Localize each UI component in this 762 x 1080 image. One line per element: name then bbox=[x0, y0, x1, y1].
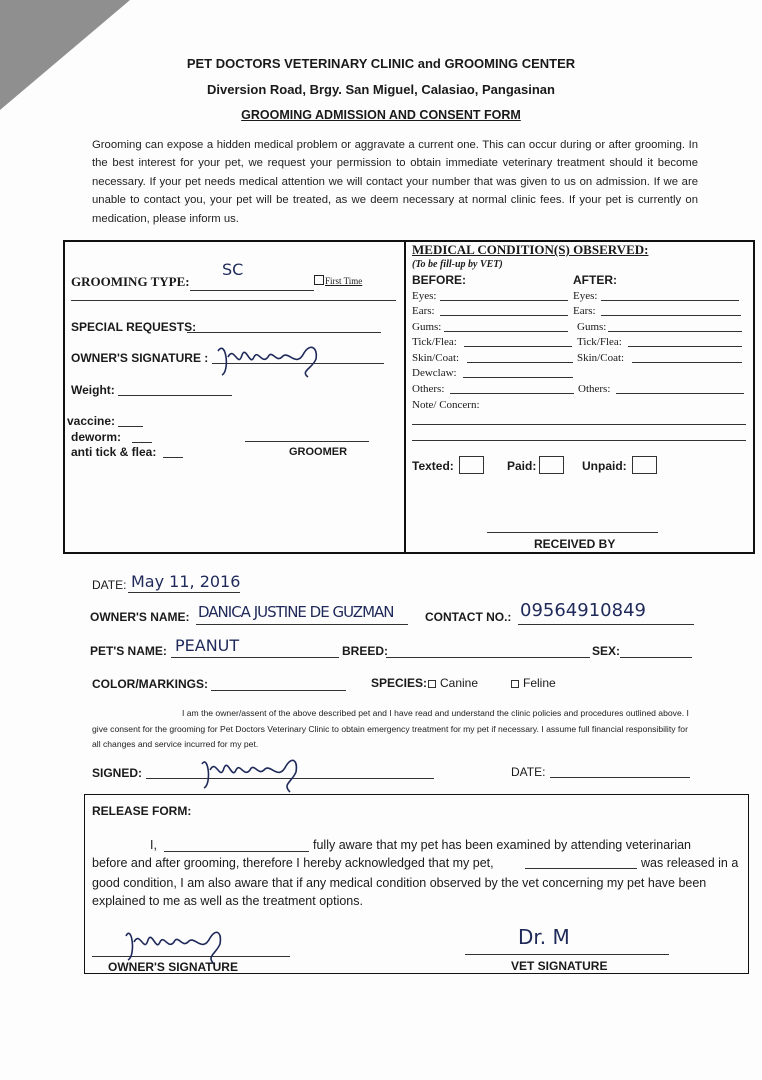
release-text-released: was released in a bbox=[641, 856, 739, 870]
paid-label: Paid: bbox=[507, 459, 537, 473]
before-ears-label: Ears: bbox=[412, 305, 435, 317]
consent-paragraph: I am the owner/assent of the above described pet and I have read and understand the clinic policies and procedures outlined above. I give consent for the grooming for Pet Doctors Veterinary Clinic to obtain emergency treatment for my pet if necessary. I assume full financial responsibility for all changes and service incurred for my pet. bbox=[92, 708, 689, 749]
pet-name-value: PEANUT bbox=[175, 636, 240, 655]
canine-label: Canine bbox=[440, 676, 479, 690]
signed-signature-drawing bbox=[196, 750, 306, 796]
unpaid-checkbox[interactable] bbox=[632, 456, 657, 474]
anti-tick-label: anti tick & flea: bbox=[71, 445, 157, 459]
sex-field[interactable] bbox=[620, 657, 692, 658]
after-skincoat-field[interactable] bbox=[632, 362, 742, 363]
release-text-fully-aware: fully aware that my pet has been examined by attending veterinarian bbox=[313, 838, 692, 852]
release-owner-name-field[interactable] bbox=[164, 851, 309, 852]
texted-label: Texted: bbox=[412, 459, 454, 473]
clinic-name: PET DOCTORS VETERINARY CLINIC and GROOMING CENTER bbox=[186, 56, 576, 71]
species-label: SPECIES: bbox=[371, 676, 428, 690]
vet-signature-value: Dr. M bbox=[518, 925, 570, 949]
before-gums-field[interactable] bbox=[444, 331, 568, 332]
after-eyes-field[interactable] bbox=[601, 300, 739, 301]
weight-field[interactable] bbox=[118, 395, 232, 396]
paid-checkbox[interactable] bbox=[539, 456, 564, 474]
note-line-2[interactable] bbox=[412, 440, 746, 441]
anti-tick-field[interactable] bbox=[163, 457, 183, 458]
after-ears-label: Ears: bbox=[573, 305, 596, 317]
before-dewclaw-field[interactable] bbox=[463, 377, 573, 378]
feline-label: Feline bbox=[523, 676, 556, 690]
before-others-label: Others: bbox=[412, 383, 445, 395]
release-text-line3: good condition, I am also aware that if any medical condition observed by the vet concerning my pet have been explained to me as well as the treatment options. bbox=[92, 876, 707, 908]
contact-label: CONTACT NO.: bbox=[425, 610, 512, 624]
release-text-line2: before and after grooming, therefore I hereby acknowledged that my pet, bbox=[92, 856, 494, 870]
color-markings-field[interactable] bbox=[211, 690, 346, 691]
color-markings-label: COLOR/MARKINGS: bbox=[92, 677, 208, 691]
vaccine-label: vaccine: bbox=[67, 414, 116, 428]
before-tickflea-label: Tick/Flea: bbox=[412, 336, 457, 348]
before-tickflea-field[interactable] bbox=[464, 346, 572, 347]
grooming-type-label: GROOMING TYPE: bbox=[71, 274, 190, 289]
after-skincoat-label: Skin/Coat: bbox=[577, 352, 625, 364]
groomer-signature-line[interactable] bbox=[245, 441, 369, 442]
release-text-i: I, bbox=[150, 838, 157, 852]
sex-label: SEX: bbox=[592, 644, 621, 658]
after-tickflea-field[interactable] bbox=[628, 346, 742, 347]
breed-label: BREED: bbox=[342, 644, 389, 658]
after-ears-field[interactable] bbox=[601, 315, 741, 316]
owner-name-field[interactable] bbox=[196, 624, 408, 625]
after-gums-label: Gums: bbox=[577, 321, 607, 333]
after-gums-field[interactable] bbox=[608, 331, 742, 332]
date-value: May 11, 2016 bbox=[131, 572, 241, 591]
before-skincoat-field[interactable] bbox=[467, 362, 573, 363]
vaccine-field[interactable] bbox=[118, 426, 143, 427]
breed-field[interactable] bbox=[386, 657, 590, 658]
first-time-label: First Time bbox=[325, 276, 363, 286]
before-eyes-label: Eyes: bbox=[412, 290, 437, 302]
release-form-title: RELEASE FORM: bbox=[92, 804, 192, 818]
owner-name-label: OWNER'S NAME: bbox=[90, 610, 190, 624]
feline-checkbox[interactable] bbox=[511, 680, 519, 688]
weight-label: Weight: bbox=[71, 383, 115, 397]
contact-value: 09564910849 bbox=[520, 600, 646, 621]
signed-label: SIGNED: bbox=[92, 766, 143, 780]
before-ears-field[interactable] bbox=[440, 315, 568, 316]
note-concern-label: Note/ Concern: bbox=[412, 399, 480, 411]
unpaid-label: Unpaid: bbox=[582, 459, 627, 473]
deworm-field[interactable] bbox=[132, 442, 152, 443]
clinic-address: Diversion Road, Brgy. San Miguel, Calasiao, Pangasinan bbox=[207, 82, 555, 97]
owner-name-value: DANICA JUSTINE DE GUZMAN bbox=[198, 603, 394, 621]
vet-signature-line[interactable] bbox=[465, 954, 669, 955]
contact-field[interactable] bbox=[518, 624, 694, 625]
date-field[interactable] bbox=[128, 592, 240, 593]
groomer-label: GROOMER bbox=[289, 446, 348, 458]
owner-signature-drawing bbox=[212, 335, 332, 383]
owner-signature-label: OWNER'S SIGNATURE : bbox=[71, 351, 209, 365]
canine-checkbox[interactable] bbox=[428, 680, 436, 688]
before-eyes-field[interactable] bbox=[440, 300, 568, 301]
before-dewclaw-label: Dewclaw: bbox=[412, 367, 457, 379]
after-others-field[interactable] bbox=[616, 393, 744, 394]
release-pet-name-field[interactable] bbox=[525, 868, 637, 869]
vet-signature-label: VET SIGNATURE bbox=[511, 959, 608, 973]
first-time-checkbox[interactable] bbox=[314, 275, 324, 285]
pet-name-field[interactable] bbox=[171, 657, 339, 658]
after-eyes-label: Eyes: bbox=[573, 290, 598, 302]
signed-date-field[interactable] bbox=[550, 777, 690, 778]
date-label: DATE: bbox=[92, 578, 127, 592]
deworm-label: deworm: bbox=[71, 430, 122, 444]
after-others-label: Others: bbox=[578, 383, 611, 395]
before-label: BEFORE: bbox=[412, 273, 466, 287]
note-line-1[interactable] bbox=[412, 424, 746, 425]
medical-title: MEDICAL CONDITION(S) OBSERVED: bbox=[412, 242, 649, 257]
grooming-extra-line bbox=[71, 300, 396, 301]
grooming-type-value: SC bbox=[222, 260, 244, 279]
box-divider bbox=[404, 240, 406, 554]
texted-checkbox[interactable] bbox=[459, 456, 484, 474]
release-owner-signature-label: OWNER'S SIGNATURE bbox=[108, 960, 238, 974]
medical-subtitle: (To be fill-up by VET) bbox=[412, 259, 503, 270]
grooming-type-field[interactable] bbox=[190, 290, 314, 291]
before-others-field[interactable] bbox=[450, 393, 574, 394]
received-by-line[interactable] bbox=[487, 532, 658, 533]
before-skincoat-label: Skin/Coat: bbox=[412, 352, 460, 364]
before-gums-label: Gums: bbox=[412, 321, 442, 333]
after-tickflea-label: Tick/Flea: bbox=[577, 336, 622, 348]
pet-name-label: PET'S NAME: bbox=[90, 644, 167, 658]
intro-paragraph: Grooming can expose a hidden medical problem or aggravate a current one. This can occur during or after grooming. In the best interest for your pet, we request your permission to obtain immediate veterinary treatment should it become necessary. If your pet needs medical attention we will contact your number that was given to us on admission. If we are unable to contact you, your pet will be treated, as we deem necessary at normal clinic fees. If your pet is currently on medication, please inform us. bbox=[92, 139, 698, 225]
special-requests-field[interactable] bbox=[187, 332, 381, 333]
form-title: GROOMING ADMISSION AND CONSENT FORM bbox=[241, 108, 521, 122]
after-label: AFTER: bbox=[573, 273, 617, 287]
special-requests-label: SPECIAL REQUESTS: bbox=[71, 320, 197, 334]
signed-date-label: DATE: bbox=[511, 765, 546, 779]
received-by-label: RECEIVED BY bbox=[534, 537, 616, 551]
